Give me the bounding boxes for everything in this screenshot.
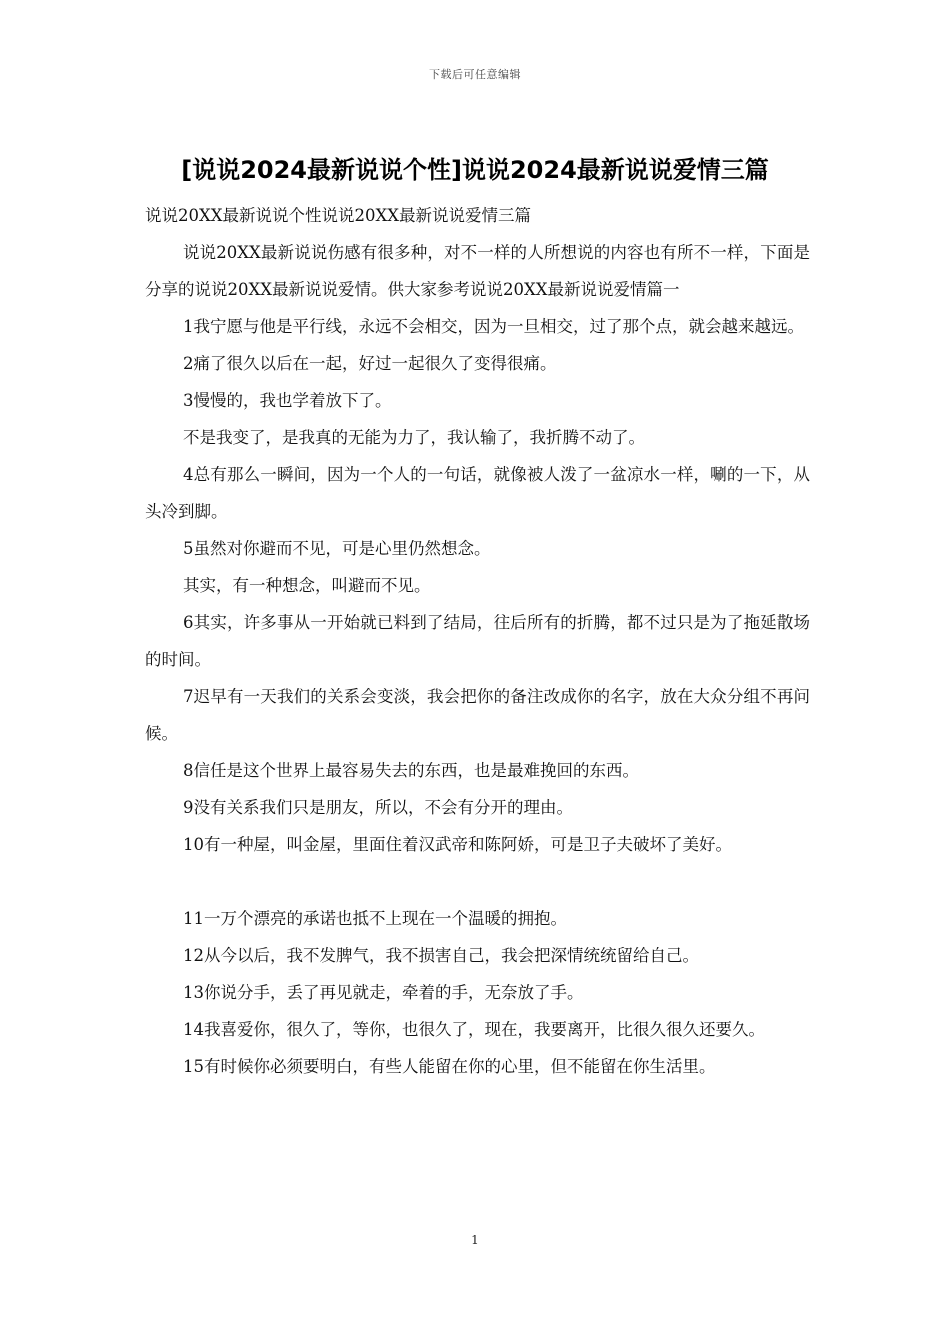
- paragraph-6: 6其实，许多事从一开始就已料到了结局，往后所有的折腾，都不过只是为了拖延散场的时间。: [145, 613, 810, 669]
- paragraph-3: 3慢慢的，我也学着放下了。: [183, 391, 392, 410]
- subtitle-line: 说说20XX最新说说个性说说20XX最新说说爱情三篇: [145, 206, 531, 225]
- page-number: 1: [471, 1233, 479, 1247]
- document-title: [说说2024最新说说个性]说说2024最新说说爱情三篇: [181, 156, 769, 184]
- paragraph-14: 14我喜爱你，很久了，等你，也很久了，现在，我要离开，比很久很久还要久。: [183, 1020, 765, 1039]
- paragraph-11: 11一万个漂亮的承诺也抵不上现在一个温暖的拥抱。: [183, 909, 567, 928]
- paragraph-7: 7迟早有一天我们的关系会变淡，我会把你的备注改成你的名字，放在大众分组不再问候。: [145, 687, 810, 743]
- paragraph-intro: 说说20XX最新说说伤感有很多种，对不一样的人所想说的内容也有所不一样，下面是分享的说说20XX最新说说爱情。供大家参考说说20XX最新说说爱情篇一: [145, 243, 810, 299]
- blank-line: [145, 863, 810, 900]
- paragraph-13: 13你说分手，丢了再见就走，牵着的手，无奈放了手。: [183, 983, 584, 1002]
- document-body: [145, 197, 810, 1085]
- paragraph-10: 10有一种屋，叫金屋，里面住着汉武帝和陈阿娇，可是卫子夫破坏了美好。: [183, 835, 732, 854]
- paragraph-12: 12从今以后，我不发脾气，我不损害自己，我会把深情统统留给自己。: [183, 946, 699, 965]
- header-note: 下载后可任意编辑: [429, 68, 521, 81]
- paragraph-5b: 其实，有一种想念，叫避而不见。: [183, 576, 431, 595]
- paragraph-1: 1我宁愿与他是平行线，永远不会相交，因为一旦相交，过了那个点，就会越来越远。: [183, 317, 804, 336]
- paragraph-5: 5虽然对你避而不见，可是心里仍然想念。: [183, 539, 491, 558]
- paragraph-2: 2痛了很久以后在一起，好过一起很久了变得很痛。: [183, 354, 557, 373]
- paragraph-3b: 不是我变了，是我真的无能为力了，我认输了，我折腾不动了。: [183, 428, 645, 447]
- paragraph-15: 15有时候你必须要明白，有些人能留在你的心里，但不能留在你生活里。: [183, 1057, 716, 1076]
- paragraph-8: 8信任是这个世界上最容易失去的东西，也是最难挽回的东西。: [183, 761, 639, 780]
- paragraph-4: 4总有那么一瞬间，因为一个人的一句话，就像被人泼了一盆凉水一样，唰的一下，从头冷到脚。: [145, 465, 810, 521]
- paragraph-9: 9没有关系我们只是朋友，所以，不会有分开的理由。: [183, 798, 573, 817]
